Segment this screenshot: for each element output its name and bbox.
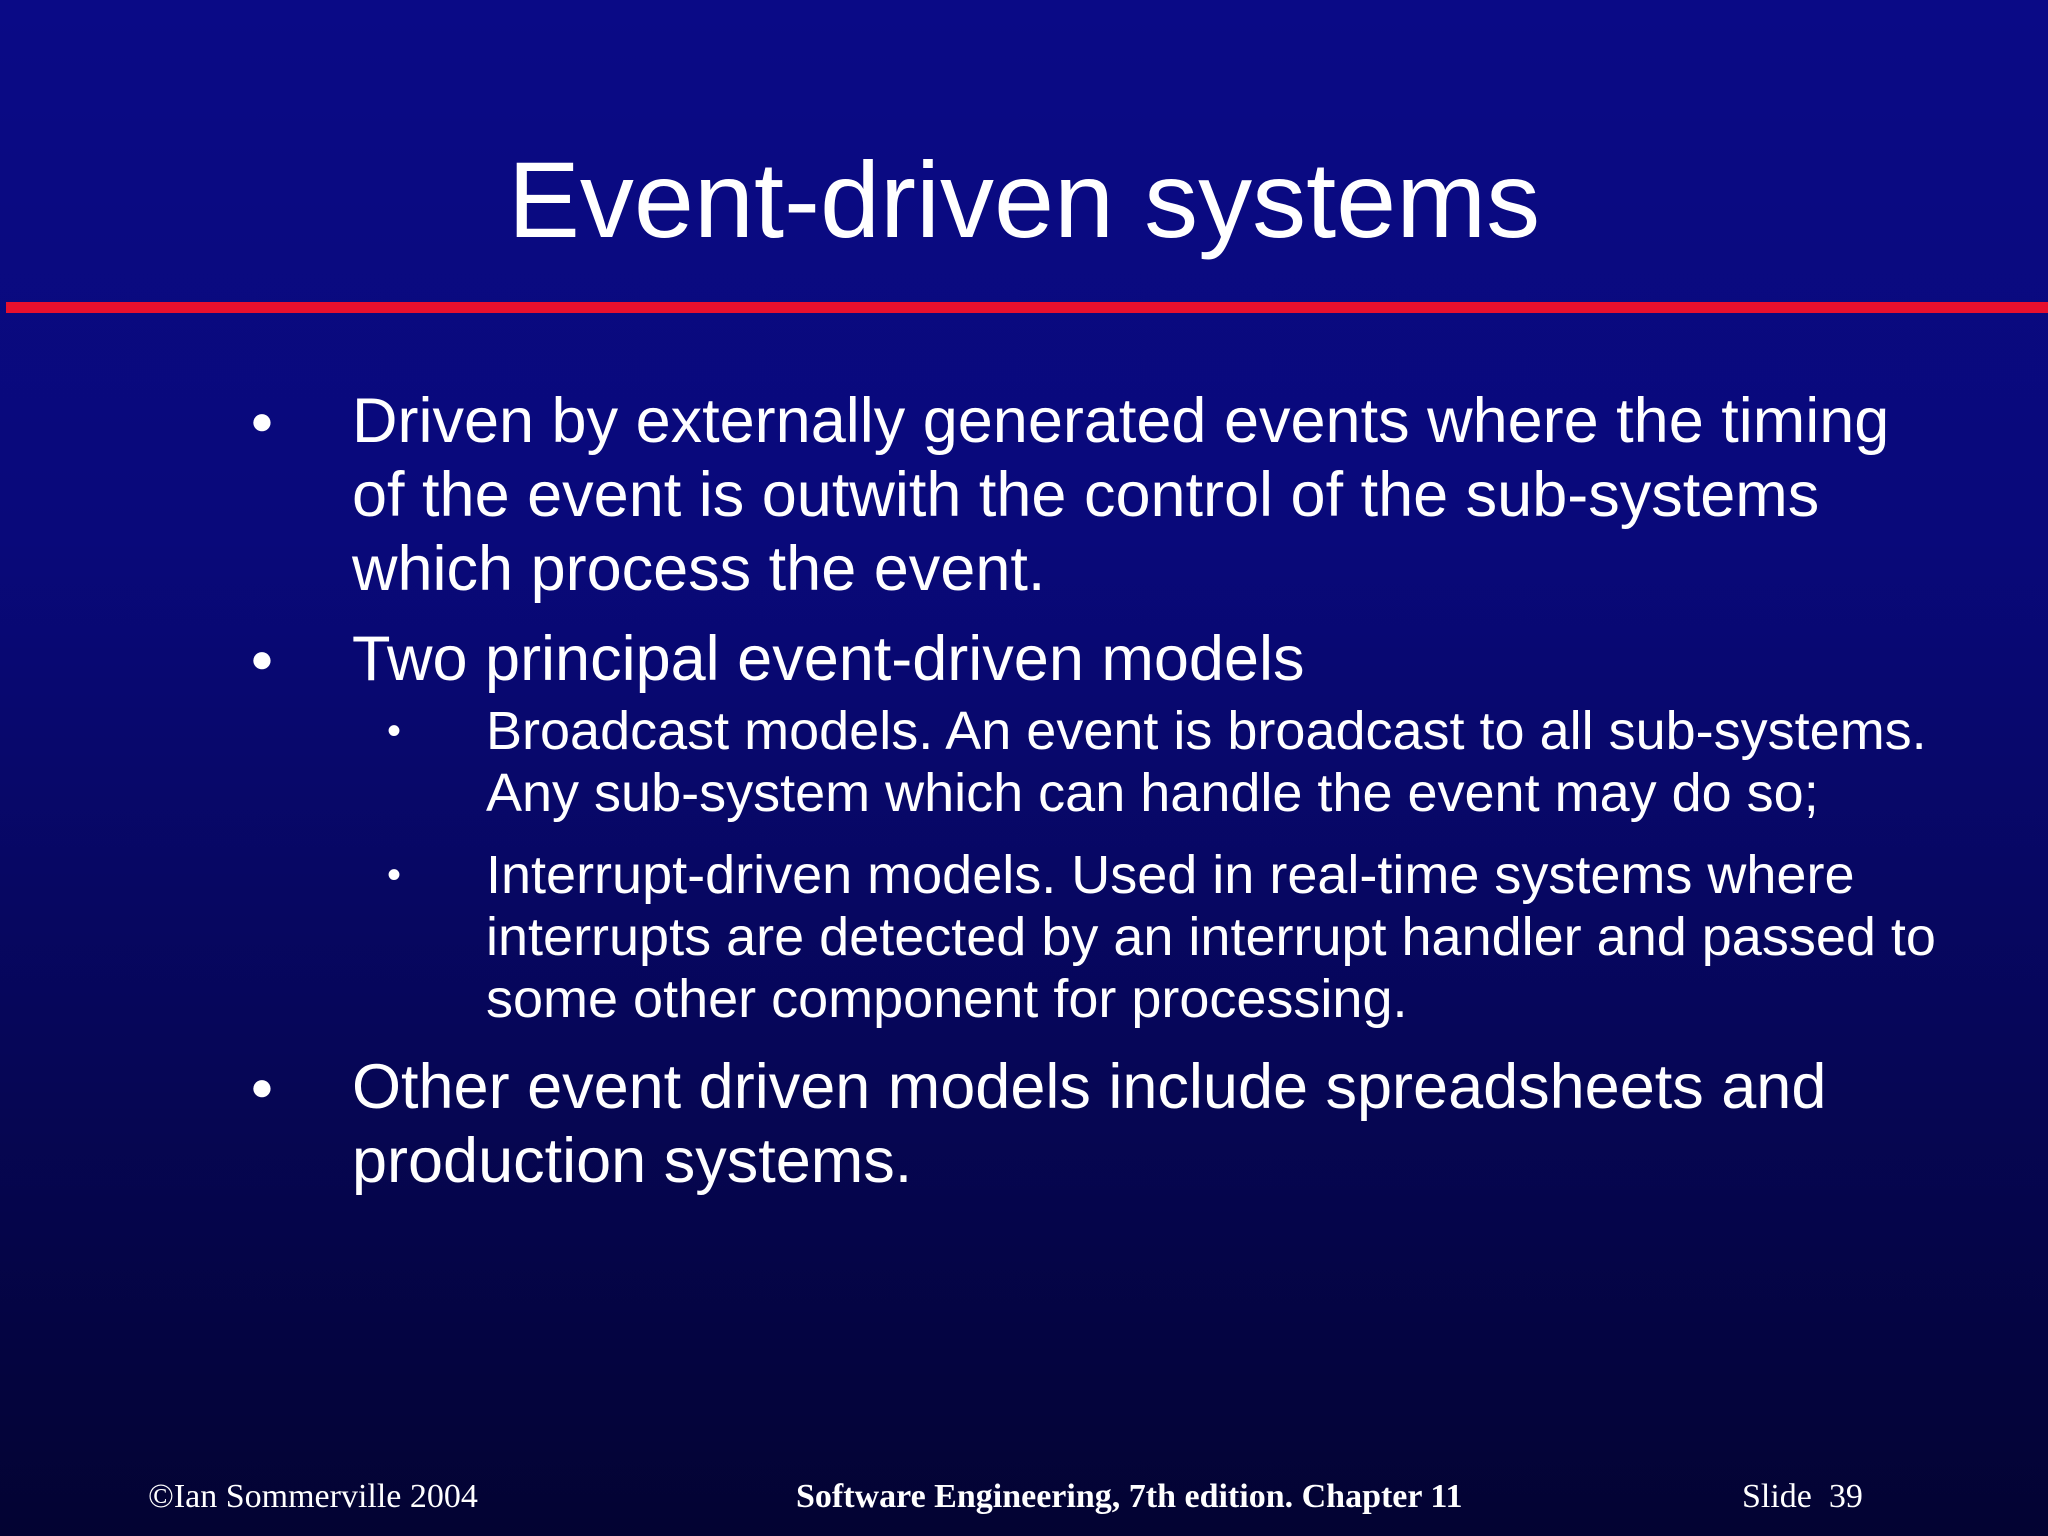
sub-bullet-text: Interrupt-driven models. Used in real-time systems where interrupts are detected by an interrupt handler and passed to some other component for processing.	[486, 845, 1936, 1029]
bullet-item	[249, 622, 1952, 696]
footer-copyright: ©Ian Sommerville 2004	[148, 1478, 478, 1515]
bullet-item	[249, 1050, 1952, 1198]
slide-title: Event-driven systems	[507, 139, 1541, 260]
footer-book-title: Software Engineering, 7th edition. Chapter 11	[796, 1478, 1463, 1515]
sub-bullet-marker: •	[386, 709, 401, 753]
bullet-marker: ●	[249, 1065, 275, 1109]
bullet-item	[249, 384, 1952, 606]
bullet-marker: ●	[249, 399, 275, 443]
sub-bullet-item	[386, 700, 2006, 824]
title-divider	[6, 302, 2048, 313]
sub-bullet-item	[386, 844, 2006, 1030]
sub-bullet-marker: •	[386, 853, 401, 897]
slide-body	[0, 384, 2048, 1198]
slide-footer	[0, 1472, 2048, 1522]
bullet-marker: ●	[249, 637, 275, 681]
sub-bullet-text: Broadcast models. An event is broadcast to all sub-systems. Any sub-system which can handle the event may do so;	[486, 701, 1927, 823]
footer-slide-number: Slide 39	[1742, 1478, 1863, 1515]
bullet-text: Other event driven models include spreadsheets and production systems.	[352, 1052, 1827, 1196]
bullet-text: Two principal event-driven models	[352, 624, 1305, 694]
bullet-text: Driven by externally generated events where the timing of the event is outwith the control of the sub-systems which process the event.	[352, 386, 1890, 604]
